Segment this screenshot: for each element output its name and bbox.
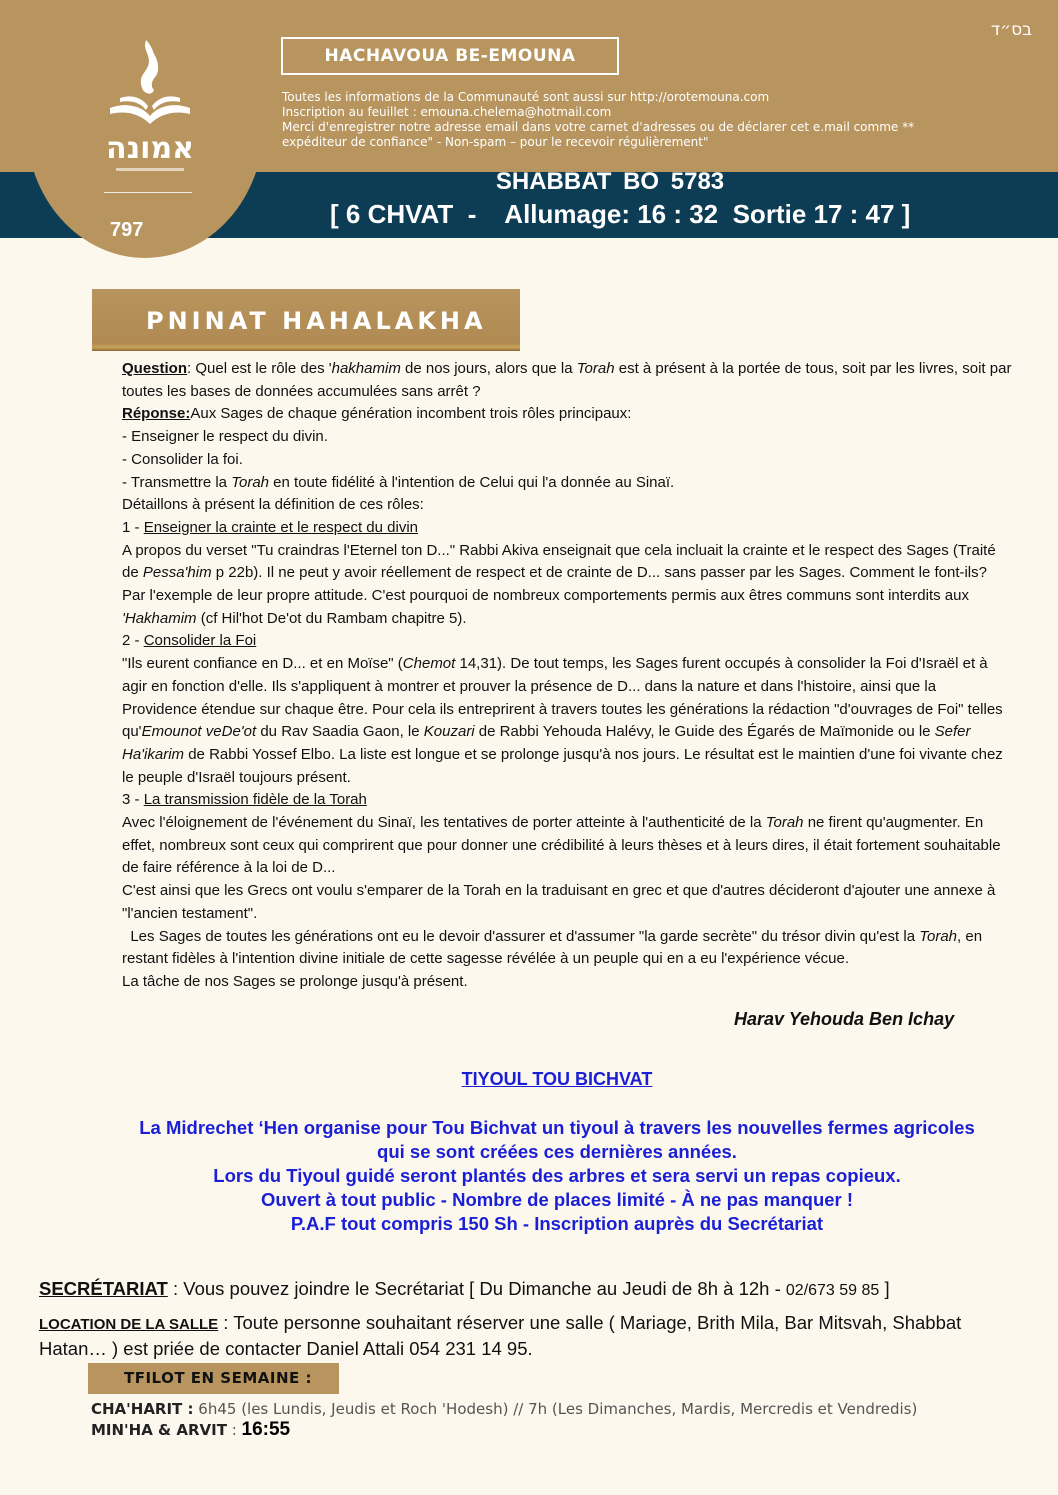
tiyoul-line: Lors du Tiyoul guidé seront plantés des arbres et sera servi un repas copieux. (213, 1165, 901, 1186)
minha-label: MIN'HA & ARVIT (91, 1421, 227, 1439)
role-item: - Transmettre la Torah en toute fidélité à l'intention de Celui qui l'a donnée au Sinaï. (122, 473, 675, 491)
shabbat-times: [ 6 CHVAT - Allumage: 16 : 32 Sortie 17 : 47 ] (330, 199, 911, 229)
bsd-mark: בס״ד (990, 20, 1032, 40)
section-2-body: "Ils eurent confiance en D... et en Moïse" (Chemot 14,31). De tout temps, les Sages furent occupés à consolider la Foi d'Israël et à agir en fonction d'elle. Ils s'appliquent à montrer et prouver la présence de D... dans la nature et dans l'histoire, ainsi que la Providence étendue sur chaque être. Pour cela ils entreprirent à travers toutes les générations la rédaction "d'ouvrages de Foi" telles qu'Emounot veDe'ot du Rav Saadia Gaon, le Kouzari de Rabbi Yehouda Halévy, le Guide des Égarés de Maïmonide ou le Sefer Ha'ikarim de Rabbi Yossef Elbo. La liste est longue et se prolonge jusqu'à nos jours. Le résultat est le maintien d'une foi vivante chez le peuple d'Israël toujours présent. (122, 655, 1003, 786)
question-label: Question (122, 360, 188, 377)
secretariat-phone: 02/673 59 85 (785, 1282, 880, 1299)
secretariat-label: SECRÉTARIAT (39, 1278, 168, 1299)
tiyoul-line: La Midrechet ‘Hen organise pour Tou Bichvat un tiyoul à travers les nouvelles fermes agricoles (139, 1117, 975, 1138)
section-1-heading: 1 - Enseigner la crainte et le respect du divin (122, 518, 419, 536)
logo-divider (104, 192, 192, 193)
hall-rental-label: LOCATION DE LA SALLE (39, 1316, 219, 1333)
section-3-body: Avec l'éloignement de l'événement du Sinaï, les tentatives de porter atteinte à l'authenticité de la Torah ne firent qu'augmenter. En effet, nombreux sont ceux qui comprirent que pour donner une crédibilité à leurs thèses et à leurs dires, il était fortement souhaitable de faire référence à la loi de D... (122, 814, 1001, 877)
bulletin-title: HACHAVOUA BE-EMOUNA (281, 37, 619, 75)
chaharit-label: CHA'HARIT : (91, 1400, 194, 1418)
emouna-logo-icon (102, 36, 198, 176)
info-line-notice: Merci d'enregistrer notre adresse email dans votre carnet d'adresses ou de déclarer cet e.mail comme ** (282, 120, 915, 134)
article-author: Harav Yehouda Ben Ichay (734, 1009, 955, 1029)
minha-schedule: MIN'HA & ARVIT : 16:55 (91, 1419, 291, 1440)
section-1-body: A propos du verset "Tu craindras l'Eternel ton D..." Rabbi Akiva enseignait que cela incluait la crainte et le respect des Sages (Traité de Pessa'him p 22b). Il ne peut y avoir réellement de respect et de crainte de D... sans passer par les Sages. Comment le font-ils? Par l'exemple de leur propre attitude. C'est pourquoi de nombreux comportements permis aux êtres communs sont interdits aux 'Hakhamim (cf Hil'hot De'ot du Rambam chapitre 5). (122, 541, 996, 627)
hall-rental-info: LOCATION DE LA SALLE : Toute personne souhaitant réserver une salle ( Mariage, Brith Mila, Bar Mitsvah, Shabbat Hatan… ) est priée de contacter Daniel Attali 054 231 14 95. (39, 1312, 962, 1359)
halakha-banner-label: PNINAT HAHALAKHA (146, 307, 487, 335)
info-line-email: Inscription au feuillet : emouna.chelema@hotmail.com (282, 105, 612, 119)
section-3-body-3: Les Sages de toutes les générations ont eu le devoir d'assurer et d'assumer "la garde secrète" du trésor divin qu'est la Torah, en restant fidèles à l'intention divine initiale de cette sagesse révélée à un peuple qui en a eu l'expérience vécue. (122, 927, 983, 968)
conclusion: La tâche de nos Sages se prolonge jusqu'à présent. (122, 972, 468, 990)
minha-time: 16:55 (241, 1419, 291, 1440)
detail-intro: Détaillons à présent la définition de ces rôles: (122, 496, 424, 514)
issue-number: 797 (110, 219, 144, 241)
tiyoul-line: qui se sont créées ces dernières années. (377, 1141, 737, 1162)
tiyoul-line: Ouvert à tout public - Nombre de places limité - À ne pas manquer ! (260, 1189, 854, 1210)
section-3-heading: 3 - La transmission fidèle de la Torah (122, 791, 367, 809)
question-paragraph: Question: Quel est le rôle des 'hakhamim de nos jours, alors que la Torah est à présent à la portée de tous, soit par les livres, soit par toutes les bases de données accumulées sans arrêt ? (122, 360, 1012, 400)
tfilot-banner: TFILOT EN SEMAINE : (88, 1363, 339, 1394)
logo-hebrew-text: אמונה (105, 131, 195, 166)
header-info (282, 90, 1002, 150)
role-item: - Enseigner le respect du divin. (122, 428, 328, 446)
tiyoul-announcement (0, 1116, 1058, 1236)
tiyoul-line: P.A.F tout compris 150 Sh - Inscription auprès du Secrétariat (290, 1213, 824, 1234)
info-line-notice-cont: expéditeur de confiance" - Non-spam – pour le recevoir régulièrement" (282, 135, 709, 149)
halakha-banner (92, 289, 520, 351)
secretariat-info: SECRÉTARIAT : Vous pouvez joindre le Secrétariat [ Du Dimanche au Jeudi de 8h à 12h - 02/673 59 85 ] (39, 1278, 890, 1299)
chaharit-schedule: CHA'HARIT : 6h45 (les Lundis, Jeudis et Roch 'Hodesh) // 7h (Les Dimanches, Mardis, Mercredis et Vendredis) (91, 1400, 918, 1418)
role-item: - Consolider la foi. (122, 450, 243, 468)
answer-label: Réponse: (122, 405, 191, 423)
shabbat-title: SHABBAT BO 5783 (495, 168, 725, 195)
tiyoul-title: TIYOUL TOU BICHVAT (461, 1069, 653, 1089)
section-3-body-2: C'est ainsi que les Grecs ont voulu s'emparer de la Torah en la traduisant en grec et que d'autres décideront d'ajouter une annexe à "l'ancien testament". (122, 882, 996, 922)
halakha-article (122, 358, 1012, 994)
section-2-heading: 2 - Consolider la Foi (122, 632, 257, 650)
answer-paragraph: Réponse:Aux Sages de chaque génération incombent trois rôles principaux: (122, 405, 632, 423)
info-line-website: Toutes les informations de la Communauté sont aussi sur http://orotemouna.com (282, 90, 770, 104)
